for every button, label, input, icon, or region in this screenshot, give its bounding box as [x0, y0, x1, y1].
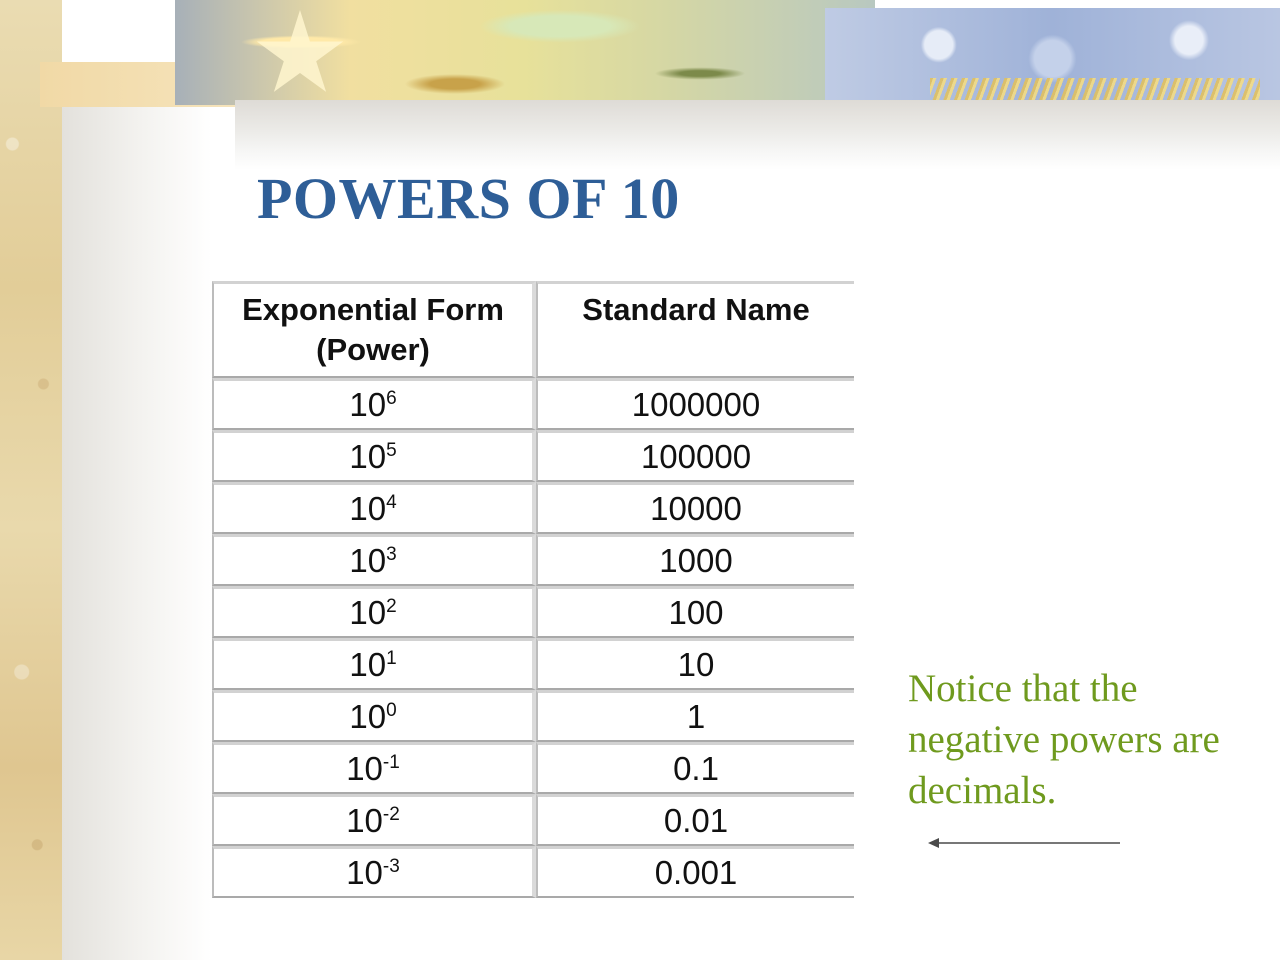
standard-name-cell: 1000	[536, 534, 854, 586]
power-exponent: 4	[386, 492, 397, 513]
power-exponent: 1	[386, 648, 397, 669]
power-exponent: 3	[386, 544, 397, 565]
exponential-form-cell	[212, 690, 536, 742]
exponential-form-cell	[212, 378, 536, 430]
standard-name-cell: 0.001	[536, 846, 854, 898]
exponential-form-cell	[212, 482, 536, 534]
power-exponent: 6	[386, 388, 397, 409]
note-text: Notice that the negative powers are decimals.	[908, 667, 1220, 812]
table-row	[212, 846, 854, 898]
header-exponential-form: Exponential Form (Power)	[212, 281, 536, 378]
table-row	[212, 742, 854, 794]
table-header-row	[212, 281, 854, 378]
table-row	[212, 378, 854, 430]
power-base: 10	[349, 542, 387, 579]
powers-table-container	[212, 281, 854, 898]
powers-table	[212, 281, 854, 898]
power-exponent: 2	[386, 596, 397, 617]
power-base: 10	[349, 698, 387, 735]
parchment-border	[0, 0, 62, 960]
exponential-form-cell	[212, 742, 536, 794]
power-base: 10	[346, 802, 383, 839]
header-standard-name: Standard Name	[536, 281, 854, 378]
table-row	[212, 690, 854, 742]
table-row	[212, 794, 854, 846]
power-exponent: 5	[386, 440, 397, 461]
standard-name-cell: 0.01	[536, 794, 854, 846]
power-base: 10	[349, 646, 387, 683]
banner-shadow	[235, 100, 1280, 170]
table-row	[212, 638, 854, 690]
power-base: 10	[349, 386, 387, 423]
exponential-form-cell	[212, 794, 536, 846]
table-row	[212, 534, 854, 586]
power-base: 10	[349, 490, 387, 527]
floral-banner	[175, 0, 875, 105]
standard-name-cell: 100	[536, 586, 854, 638]
table-row	[212, 482, 854, 534]
power-base: 10	[346, 854, 383, 891]
power-exponent: -1	[382, 752, 400, 773]
standard-name-cell: 10	[536, 638, 854, 690]
exponential-form-cell	[212, 430, 536, 482]
left-arrow-icon	[926, 833, 1122, 853]
power-base: 10	[349, 594, 387, 631]
standard-name-cell: 10000	[536, 482, 854, 534]
exponential-form-cell	[212, 534, 536, 586]
page-shadow	[62, 105, 212, 960]
power-exponent: -3	[382, 856, 400, 877]
table-row	[212, 430, 854, 482]
standard-name-cell: 0.1	[536, 742, 854, 794]
power-base: 10	[346, 750, 383, 787]
grass-decoration	[930, 78, 1260, 100]
table-row	[212, 586, 854, 638]
exponential-form-cell	[212, 586, 536, 638]
power-exponent: -2	[382, 804, 400, 825]
standard-name-cell: 1000000	[536, 378, 854, 430]
table-body	[212, 378, 854, 898]
power-exponent: 0	[386, 700, 397, 721]
exponential-form-cell	[212, 638, 536, 690]
standard-name-cell: 1	[536, 690, 854, 742]
flower-decoration	[255, 10, 345, 100]
slide-title: POWERS OF 10	[257, 166, 680, 231]
standard-name-cell: 100000	[536, 430, 854, 482]
power-base: 10	[349, 438, 387, 475]
exponential-form-cell	[212, 846, 536, 898]
